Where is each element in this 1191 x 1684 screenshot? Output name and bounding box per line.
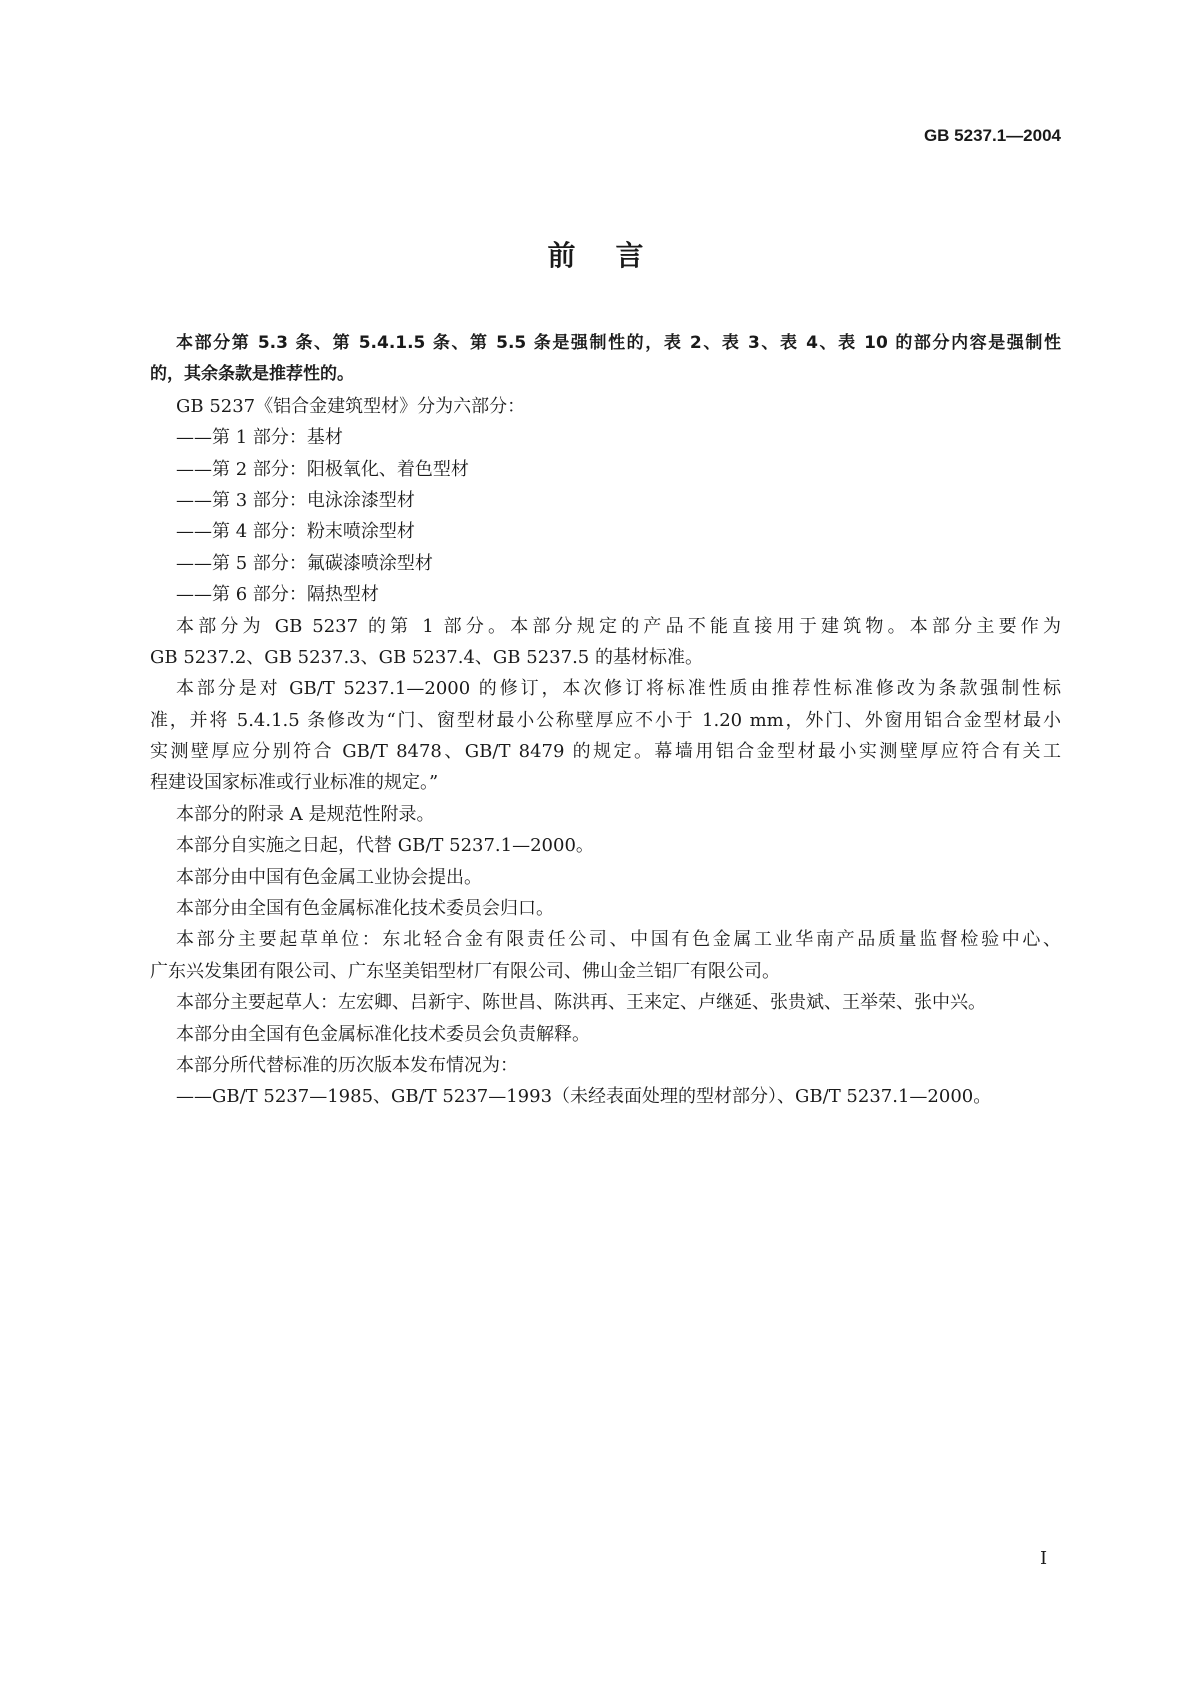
text-line: 程建设国家标准或行业标准的规定。”	[150, 772, 439, 794]
paragraph	[150, 1081, 1061, 1112]
text-line: ——GB/T 5237—1985、GB/T 5237—1993（未经表面处理的型材部分）、GB/T 5237.1—2000。	[176, 1086, 992, 1108]
paragraph	[150, 611, 1061, 674]
paragraph	[150, 391, 1061, 422]
paragraph	[150, 1050, 1061, 1081]
text-line: 的，其余条款是推荐性的。	[150, 364, 354, 385]
text-line: 本部分第 5.3 条、第 5.4.1.5 条、第 5.5 条是强制性的，表 2、表 3、表 4、表 10 的部分内容是强制性	[176, 333, 1061, 353]
text-line: ——第 4 部分：粉末喷涂型材	[176, 521, 415, 543]
paragraph	[150, 485, 1061, 516]
text-line: ——第 6 部分：隔热型材	[176, 584, 379, 606]
paragraph	[150, 924, 1061, 987]
text-line: 准，并将 5.4.1.5 条修改为“门、窗型材最小公称壁厚应不小于 1.20 mm，外门、外窗用铝合金型材最小	[150, 709, 1061, 731]
text-line: ——第 2 部分：阳极氧化、着色型材	[176, 458, 469, 480]
page-number: I	[1040, 1548, 1048, 1569]
text-line: 实测壁厚应分别符合 GB/T 8478、GB/T 8479 的规定。幕墙用铝合金型材最小实测壁厚应符合有关工	[150, 741, 1061, 763]
text-line: 本部分是对 GB/T 5237.1—2000 的修订，本次修订将标准性质由推荐性标准修改为条款强制性标	[176, 678, 1061, 700]
document-id-header: GB 5237.1—2004	[923, 126, 1061, 145]
text-line: ——第 1 部分：基材	[176, 427, 343, 449]
paragraph	[150, 893, 1061, 924]
text-line: 本部分为 GB 5237 的第 1 部分。本部分规定的产品不能直接用于建筑物。本部分主要作为	[176, 615, 1061, 637]
paragraph	[150, 862, 1061, 893]
text-line: 本部分的附录 A 是规范性附录。	[176, 803, 435, 825]
paragraph	[150, 454, 1061, 485]
paragraph	[150, 673, 1061, 799]
foreword-body	[150, 328, 1061, 1113]
paragraph	[150, 516, 1061, 547]
text-line: GB 5237.2、GB 5237.3、GB 5237.4、GB 5237.5 的基材标准。	[150, 646, 703, 668]
text-line: 广东兴发集团有限公司、广东坚美铝型材厂有限公司、佛山金兰铝厂有限公司。	[150, 960, 780, 982]
paragraph	[150, 548, 1061, 579]
paragraph	[150, 422, 1061, 453]
text-line: 本部分由中国有色金属工业协会提出。	[176, 866, 482, 888]
paragraph	[150, 799, 1061, 830]
text-line: 本部分由全国有色金属标准化技术委员会归口。	[176, 898, 554, 920]
text-line: GB 5237《铝合金建筑型材》分为六部分：	[176, 395, 526, 417]
paragraph	[150, 830, 1061, 861]
text-line: 本部分由全国有色金属标准化技术委员会负责解释。	[176, 1023, 590, 1045]
text-line: ——第 3 部分：电泳涂漆型材	[176, 489, 415, 511]
page-title: 前言	[547, 239, 684, 272]
text-line: 本部分主要起草人：左宏卿、吕新宇、陈世昌、陈洪再、王来定、卢继延、张贵斌、王举荣、张中兴。	[176, 992, 986, 1014]
paragraph	[150, 579, 1061, 610]
text-line: 本部分主要起草单位：东北轻合金有限责任公司、中国有色金属工业华南产品质量监督检验中心、	[176, 929, 1061, 951]
paragraph	[150, 328, 1061, 391]
text-line: 本部分所代替标准的历次版本发布情况为：	[176, 1054, 518, 1076]
paragraph	[150, 1019, 1061, 1050]
text-line: 本部分自实施之日起，代替 GB/T 5237.1—2000。	[176, 835, 594, 857]
text-line: ——第 5 部分：氟碳漆喷涂型材	[176, 552, 433, 574]
paragraph	[150, 987, 1061, 1018]
